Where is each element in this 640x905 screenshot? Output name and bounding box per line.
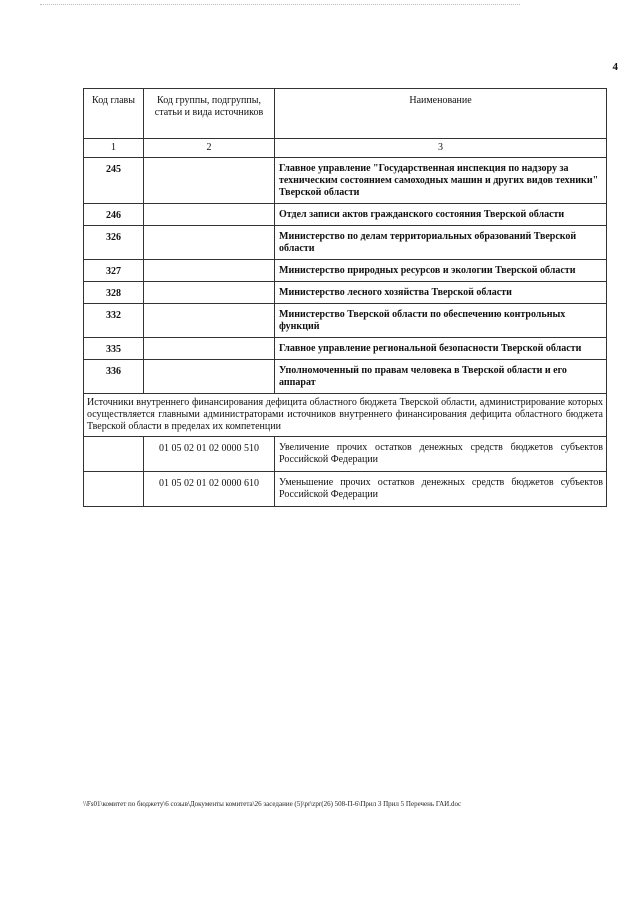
chapter-code: 327 [84,260,144,282]
column-number: 2 [144,139,275,158]
administrator-name: Уполномоченный по правам человека в Тверской области и его аппарат [275,360,607,394]
column-number-row [84,139,607,158]
table-row [84,226,607,260]
chapter-code: 246 [84,204,144,226]
group-code [144,158,275,204]
scan-top-edge [40,4,520,5]
table-row [84,158,607,204]
administrator-name: Главное управление региональной безопасности Тверской области [275,338,607,360]
table-row [84,260,607,282]
table-row [84,338,607,360]
source-name: Уменьшение прочих остатков денежных средств бюджетов субъектов Российской Федерации [275,472,607,507]
administrators-table [83,88,607,507]
chapter-code [84,437,144,472]
section-heading-row [84,394,607,437]
administrator-name: Министерство лесного хозяйства Тверской области [275,282,607,304]
administrator-name: Министерство природных ресурсов и экологии Тверской области [275,260,607,282]
administrator-name: Министерство Тверской области по обеспечению контрольных функций [275,304,607,338]
chapter-code: 245 [84,158,144,204]
group-code [144,360,275,394]
administrator-name: Министерство по делам территориальных образований Тверской области [275,226,607,260]
table-row [84,437,607,472]
chapter-code: 326 [84,226,144,260]
group-code [144,204,275,226]
chapter-code: 328 [84,282,144,304]
table-row [84,304,607,338]
group-code: 01 05 02 01 02 0000 510 [144,437,275,472]
group-code [144,282,275,304]
file-path-footer: \\Fs01\комитет по бюджету\6 созыв\Документы комитета\26 заседание (5)\pr\zpr(26) 508-П-6\Прил 3 Прил 5 Перечень ГАИ.doc [83,800,462,808]
group-code [144,338,275,360]
group-code [144,304,275,338]
column-number: 1 [84,139,144,158]
section-heading-text: Источники внутреннего финансирования дефицита областного бюджета Тверской области, администрирование которых осуществляется главными администраторами источников внутреннего финансирования дефицита областного бюджета Тверской области в пределах их компетенции [84,394,607,437]
table-row [84,360,607,394]
chapter-code: 332 [84,304,144,338]
group-code: 01 05 02 01 02 0000 610 [144,472,275,507]
table-row [84,204,607,226]
group-code [144,226,275,260]
chapter-code: 336 [84,360,144,394]
header-chapter-code: Код главы [84,89,144,139]
group-code [144,260,275,282]
administrator-name: Отдел записи актов гражданского состояния Тверской области [275,204,607,226]
table-header-row [84,89,607,139]
chapter-code [84,472,144,507]
header-group-code: Код группы, подгруппы, статьи и вида источников [144,89,275,139]
table-row [84,282,607,304]
page-number: 4 [612,61,618,73]
chapter-code: 335 [84,338,144,360]
administrator-name: Главное управление "Государственная инспекция по надзору за техническим состоянием самоходных машин и других видов техники" Тверской области [275,158,607,204]
header-name: Наименование [275,89,607,139]
table-row [84,472,607,507]
column-number: 3 [275,139,607,158]
source-name: Увеличение прочих остатков денежных средств бюджетов субъектов Российской Федерации [275,437,607,472]
